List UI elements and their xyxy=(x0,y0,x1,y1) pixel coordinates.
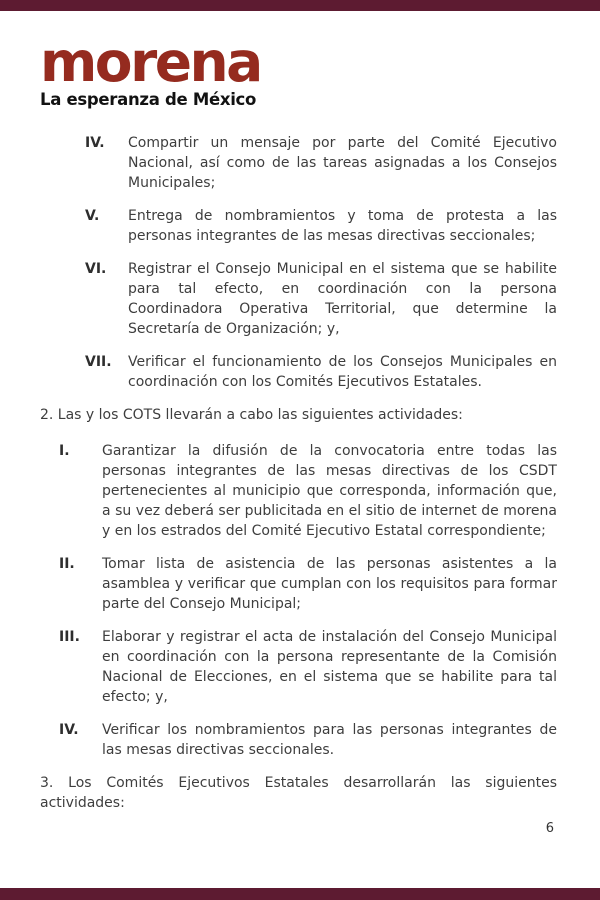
list-item-text: Tomar lista de asistencia de las personas asistentes a la asamblea y verificar que cumplan con los requisitos para formar parte del Consejo Municipal; xyxy=(102,556,557,612)
top-accent-bar xyxy=(0,0,600,11)
list-item-text: Elaborar y registrar el acta de instalación del Consejo Municipal en coordinación con la persona representante de la Comisión Nacional de Elecciones, en el sistema que se habilite para tal efecto; y, xyxy=(102,629,557,705)
list-item xyxy=(40,554,557,614)
list-item xyxy=(40,352,557,392)
list-item-text: Verificar los nombramientos para las personas integrantes de las mesas directivas seccionales. xyxy=(102,722,557,758)
list-item-numeral: VII. xyxy=(85,354,112,370)
list-item-text: Compartir un mensaje por parte del Comité Ejecutivo Nacional, así como de las tareas asignadas a los Consejos Municipales; xyxy=(128,135,557,191)
list-item-numeral: I. xyxy=(59,443,70,459)
list-item xyxy=(40,259,557,339)
list-item-text: Verificar el funcionamiento de los Consejos Municipales en coordinación con los Comités Ejecutivos Estatales. xyxy=(128,354,557,390)
list-item-numeral: IV. xyxy=(59,722,79,738)
paragraph-3: 3. Los Comités Ejecutivos Estatales desarrollarán las siguientes actividades: xyxy=(40,775,557,811)
list-item-text: Registrar el Consejo Municipal en el sistema que se habilite para tal efecto, en coordinación con la persona Coordinadora Operativa Territorial, que determine la Secretaría de Organización; y, xyxy=(128,261,557,337)
morena-logo: morena xyxy=(40,30,261,94)
roman-list-upper xyxy=(40,133,557,392)
list-item xyxy=(40,206,557,246)
list-item-numeral: III. xyxy=(59,629,80,645)
letterhead xyxy=(0,0,600,109)
list-item xyxy=(40,133,557,193)
list-item xyxy=(40,627,557,707)
list-item-text: Garantizar la difusión de la convocatoria entre todas las personas integrantes de las mesas directivas de los CSDT pertenecientes al municipio que corresponda, información que, a su vez deberá ser publicitada en el sitio de internet de morena y en los estrados del Comité Ejecutivo Estatal correspondiente; xyxy=(102,443,557,539)
list-item-text: Entrega de nombramientos y toma de protesta a las personas integrantes de las mesas directivas seccionales; xyxy=(128,208,557,244)
list-item-numeral: II. xyxy=(59,556,75,572)
list-item xyxy=(40,441,557,541)
list-item xyxy=(40,720,557,760)
page-number: 6 xyxy=(545,821,554,836)
brand-tagline: La esperanza de México xyxy=(40,90,257,109)
list-item-numeral: V. xyxy=(85,208,100,224)
bottom-accent-bar xyxy=(0,888,600,900)
document-body xyxy=(40,133,557,813)
paragraph-2: 2. Las y los COTS llevarán a cabo las siguientes actividades: xyxy=(40,407,463,423)
roman-list-cots xyxy=(40,441,557,760)
list-item-numeral: VI. xyxy=(85,261,107,277)
list-item-numeral: IV. xyxy=(85,135,105,151)
